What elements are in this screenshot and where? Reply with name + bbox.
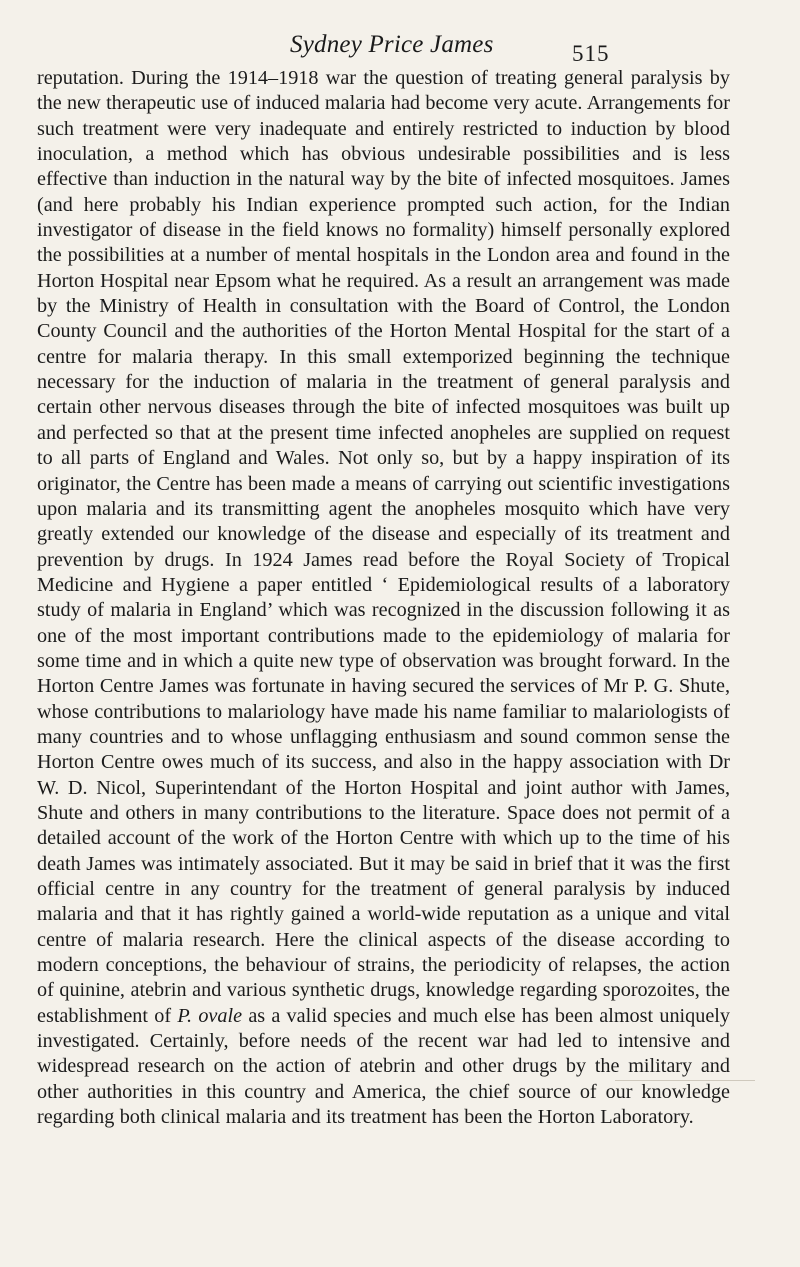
- body-text-part-1: reputation. During the 1914–1918 war the question of treating general paralysis by the new therapeutic use of induced malaria had become very acute. Arrangements for such treatment were very inadequate and entirely restricted to induction by blood inoculation, a method which has obvious undesirable possibilities and is less effective than induction in the natural way by the bite of infected mosquitoes. James (and here probably his Indian experience prompted such action, for the Indian investigator of disease in the field knows no formality) himself personally explored the possibilities at a number of mental hospitals in the London area and found in the Horton Hospital near Epsom what he required. As a result an arrangement was made by the Ministry of Health in consultation with the Board of Control, the London County Council and the authorities of the Horton Mental Hospital for the start of a centre for malaria therapy. In this small extemporized beginning the technique necessary for the induction of malaria in the treatment of general paralysis and certain other nervous diseases through the bite of infected mosquitoes was built up and perfected so that at the present time infected anopheles are supplied on request to all parts of England and Wales. Not only so, but by a happy inspiration of its originator, the Centre has been made a means of carrying out scientific investigations upon malaria and its transmitting agent the anopheles mosquito which have very greatly extended our knowledge of the disease and especially of its treatment and prevention by drugs. In 1924 James read before the Royal Society of Tropical Medicine and Hygiene a paper entitled ‘ Epidemiological results of a laboratory study of malaria in England’ which was recognized in the discussion following it as one of the most important contributions made to the epidemiology of malaria for some time and in which a quite new type of observation was brought forward. In the Horton Centre James was fortunate in having secured the services of Mr P. G. Shute, whose contributions to malariology have made his name familiar to malariologists of many countries and to whose unflagging enthusiasm and sound common sense the Horton Centre owes much of its success, and also in the happy association with Dr W. D. Nicol, Superintendant of the Horton Hospital and joint author with James, Shute and others in many contributions to the literature. Space does not permit of a detailed account of the work of the Horton Centre with which up to the time of his death James was intimately associated. But it may be said in brief that it was the first official centre in any country for the treatment of general paralysis by induced malaria and that it has rightly gained a world-wide reputation as a unique and vital centre of malaria research. Here the clinical aspects of the disease according to modern conceptions, the behaviour of strains, the periodicity of relapses, the action of quinine, atebrin and various synthetic drugs, knowledge regarding sporozoites, the establishment of: [37, 67, 730, 1027]
- body-text-part-2: as a valid species and much else has been almost uniquely investigated. Certainly, before needs of the recent war had led to intensive and widespread research on the action of atebrin and other drugs by the military and other authorities in this country and America, the chief source of our knowledge regarding both clinical malaria and its treatment has been the Horton Laboratory.: [37, 1004, 730, 1129]
- running-title: Sydney Price James: [290, 31, 494, 58]
- footer-rule: [615, 1080, 755, 1081]
- body-paragraph: [37, 66, 730, 1130]
- running-head: [0, 30, 800, 70]
- species-name: P. ovale: [177, 1004, 243, 1027]
- page-number: 515: [572, 41, 610, 66]
